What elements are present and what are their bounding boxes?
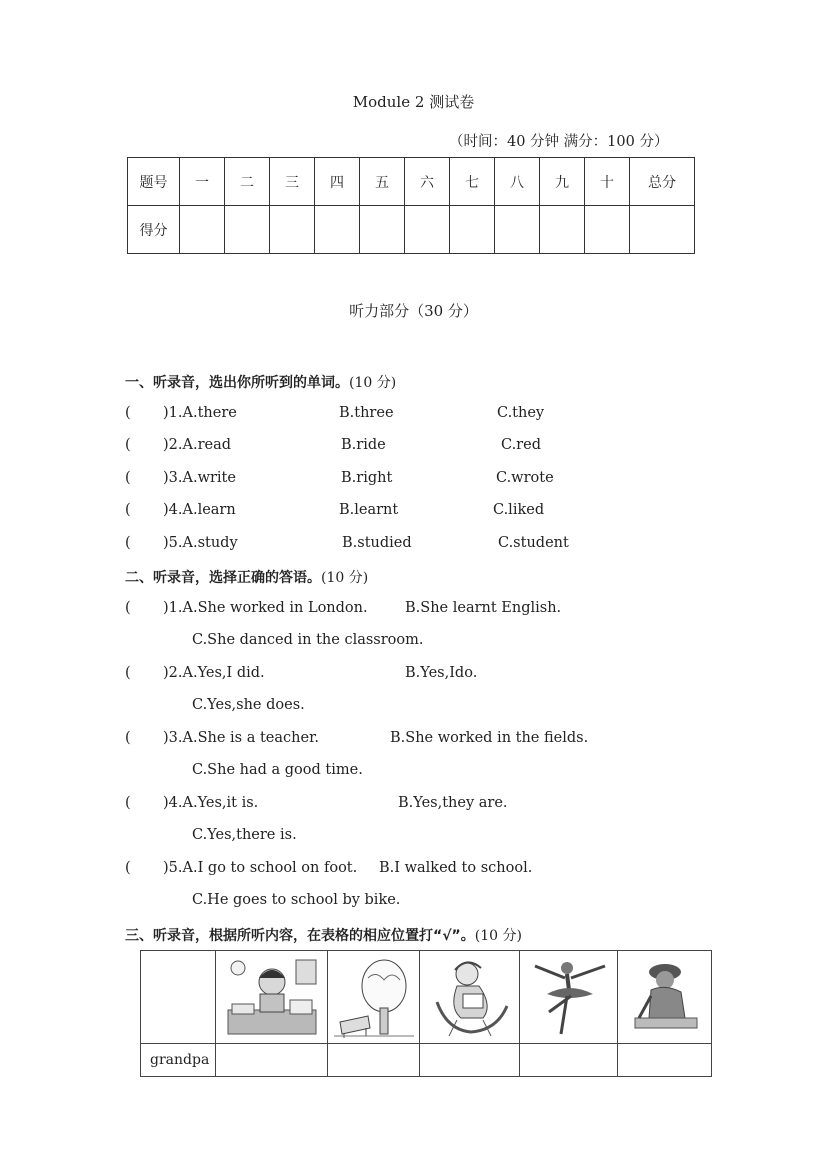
picture-row <box>141 951 712 1044</box>
activity-table <box>140 950 712 1077</box>
question-option-a: )1.A.She worked in London. <box>163 600 368 616</box>
question-option-a: )1.A.there <box>163 405 237 421</box>
question-option-a: )2.A.read <box>163 437 232 453</box>
tree-and-bench-picture <box>328 951 420 1044</box>
section3-heading <box>125 925 522 945</box>
section1-heading <box>125 372 396 392</box>
question-option-b: B.She learnt English. <box>405 600 562 616</box>
question-option-c: C.red <box>501 437 541 453</box>
section1-heading-text: 一、听录音，选出你所听到的单词。 <box>125 375 349 391</box>
question-option-a: )4.A.learn <box>163 502 236 518</box>
score-cell[interactable] <box>180 206 225 254</box>
question-option-a: )5.A.I go to school on foot. <box>163 860 358 876</box>
score-cell[interactable] <box>225 206 270 254</box>
question-option-c: C.liked <box>493 502 545 518</box>
question-option-b: B.right <box>341 470 393 486</box>
question-option-b: B.Yes,Ido. <box>405 665 478 681</box>
score-cell[interactable] <box>630 206 695 254</box>
score-header-cell: 八 <box>495 158 540 206</box>
score-header-cell: 四 <box>315 158 360 206</box>
girl-reading-picture <box>420 951 520 1044</box>
score-row-label: 得分 <box>128 206 180 254</box>
question-option-c: C.He goes to school by bike. <box>192 892 401 908</box>
score-header-cell: 九 <box>540 158 585 206</box>
answer-bracket[interactable]: ( <box>125 405 131 421</box>
question-option-a: )3.A.She is a teacher. <box>163 730 320 746</box>
answer-bracket[interactable]: ( <box>125 730 131 746</box>
question-option-b: B.I walked to school. <box>379 860 533 876</box>
score-cell[interactable] <box>495 206 540 254</box>
question-option-a: )5.A.study <box>163 535 238 551</box>
grandpa-row <box>141 1044 712 1077</box>
score-header-cell: 三 <box>270 158 315 206</box>
score-cell[interactable] <box>450 206 495 254</box>
row-label-grandpa: grandpa <box>141 1044 216 1077</box>
score-cell[interactable] <box>585 206 630 254</box>
tick-cell[interactable] <box>216 1044 328 1077</box>
question-option-c: C.She had a good time. <box>192 762 363 778</box>
question-option-c: C.Yes,she does. <box>192 697 305 713</box>
section2-points: (10 分) <box>321 570 369 586</box>
answer-bracket[interactable]: ( <box>125 795 131 811</box>
question-option-c: C.student <box>498 535 569 551</box>
score-header-cell: 一 <box>180 158 225 206</box>
question-option-c: C.Yes,there is. <box>192 827 297 843</box>
question-option-b: B.Yes,they are. <box>398 795 508 811</box>
tick-cell[interactable] <box>420 1044 520 1077</box>
section3-heading-text: 三、听录音，根据所听内容，在表格的相应位置打“√”。 <box>125 928 475 944</box>
score-header-cell: 二 <box>225 158 270 206</box>
question-option-b: B.She worked in the fields. <box>390 730 589 746</box>
answer-bracket[interactable]: ( <box>125 535 131 551</box>
score-cell[interactable] <box>540 206 585 254</box>
score-header-cell: 总分 <box>630 158 695 206</box>
question-option-b: B.three <box>339 405 394 421</box>
question-option-a: )4.A.Yes,it is. <box>163 795 259 811</box>
score-header-cell: 七 <box>450 158 495 206</box>
score-table <box>127 157 695 254</box>
time-and-score-info: （时间：40 分钟 满分：100 分） <box>449 134 669 150</box>
answer-bracket[interactable]: ( <box>125 665 131 681</box>
tick-cell[interactable] <box>328 1044 420 1077</box>
score-cell[interactable] <box>360 206 405 254</box>
boy-studying-picture <box>216 951 328 1044</box>
score-table-header-row <box>128 158 695 206</box>
question-option-b: B.ride <box>341 437 386 453</box>
score-header-cell: 十 <box>585 158 630 206</box>
empty-corner-cell <box>141 951 216 1044</box>
score-cell[interactable] <box>315 206 360 254</box>
section2-heading <box>125 567 368 587</box>
answer-bracket[interactable]: ( <box>125 502 131 518</box>
answer-bracket[interactable]: ( <box>125 600 131 616</box>
woman-working-picture <box>618 951 712 1044</box>
question-option-a: )3.A.write <box>163 470 236 486</box>
answer-bracket[interactable]: ( <box>125 860 131 876</box>
listening-heading: 听力部分（30 分） <box>349 302 478 320</box>
question-option-c: C.She danced in the classroom. <box>192 632 424 648</box>
question-option-b: B.studied <box>342 535 412 551</box>
page-title: Module 2 测试卷 <box>352 93 475 111</box>
section1-points: (10 分) <box>349 375 397 391</box>
score-header-cell: 题号 <box>128 158 180 206</box>
section3-points: (10 分) <box>474 928 522 944</box>
question-option-c: C.they <box>497 405 545 421</box>
question-option-c: C.wrote <box>496 470 554 486</box>
score-header-cell: 六 <box>405 158 450 206</box>
score-cell[interactable] <box>405 206 450 254</box>
question-option-a: )2.A.Yes,I did. <box>163 665 265 681</box>
score-cell[interactable] <box>270 206 315 254</box>
section2-heading-text: 二、听录音，选择正确的答语。 <box>125 570 321 586</box>
tick-cell[interactable] <box>520 1044 618 1077</box>
question-option-b: B.learnt <box>339 502 399 518</box>
score-table-score-row <box>128 206 695 254</box>
score-header-cell: 五 <box>360 158 405 206</box>
answer-bracket[interactable]: ( <box>125 470 131 486</box>
ballet-dancer-picture <box>520 951 618 1044</box>
answer-bracket[interactable]: ( <box>125 437 131 453</box>
tick-cell[interactable] <box>618 1044 712 1077</box>
